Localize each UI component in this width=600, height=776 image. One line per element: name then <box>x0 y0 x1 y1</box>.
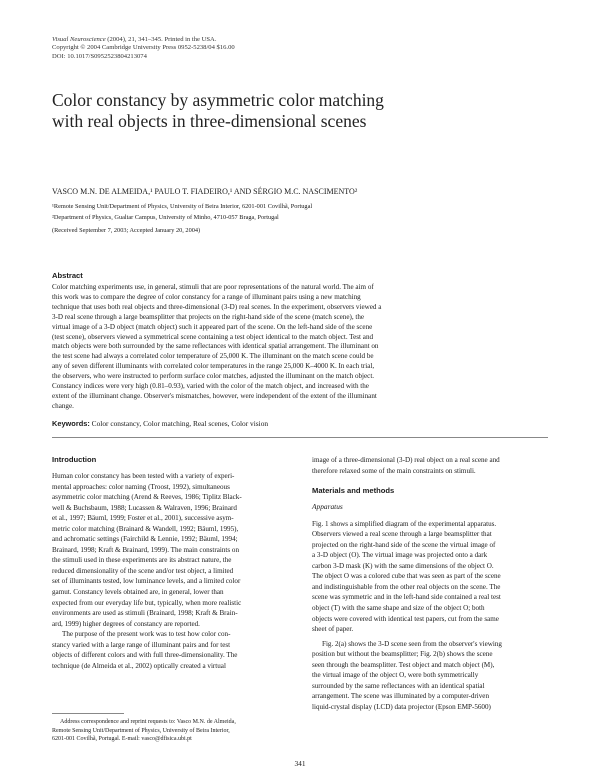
author-list: VASCO M.N. DE ALMEIDA,¹ PAULO T. FIADEIRO,¹ AND SÉRGIO M.C. NASCIMENTO² <box>52 187 358 196</box>
journal-doi: DOI: 10.1017/S0952523804213074 <box>52 52 147 60</box>
keywords-label: Keywords: <box>52 419 90 428</box>
received-dates: (Received September 7, 2003; Accepted January 20, 2004) <box>52 227 201 234</box>
methods-heading: Materials and methods <box>312 486 395 496</box>
affiliation-2: ²Department of Physics, Gualtar Campus, University of Minho, 4710-057 Braga, Portugal <box>52 213 279 221</box>
page-number: 341 <box>294 759 306 768</box>
apparatus-heading: Apparatus <box>312 502 343 512</box>
keywords <box>52 419 268 428</box>
journal-header <box>52 36 235 61</box>
affiliations <box>52 202 312 223</box>
footnote-divider <box>52 713 124 714</box>
abstract-heading: Abstract <box>52 271 83 280</box>
journal-citation: Visual Neuroscience (2004), 21, 341–345. Printed in the USA. <box>52 36 217 43</box>
intro-heading: Introduction <box>52 455 97 464</box>
correspondence-footnote: Address correspondence and reprint requests to: Vasco M.N. de Almeida, Remote Sensing Unit/Department of Physics, University of Beira Interior, 6201-001 Covilhã, Portugal. E-mail: vasco@dfisica.ubi.pt <box>52 719 236 743</box>
section-divider <box>52 437 548 438</box>
abstract-body: Color matching experiments use, in general, stimuli that are poor representations of the natural world. The aim of this work was to compare the degree of color constancy for a range of illuminant pairs using a new matching technique that uses both real objects and three-dimensional (3-D) real scenes. In the experiment, observers viewed a 3-D real scene through a large beamsplitter that projects on the right-hand side of the scene (match scene), the virtual image of a 3-D object (match object) such it appeared part of the scene. On the left-hand side of the scene (test scene), observers viewed a symmetrical scene containing a test object identical to the match object. Test and match objects were both surrounded by the same reflectances with identical spatial arrangement. The illuminant on the test scene had always a correlated color temperature of 25,000 K. The illuminant on the match scene could be any of seven different illuminants with correlated color temperatures in the range 25,000 K–4000 K. In each trial, the observers, who were instructed to perform surface color matches, adjusted the illuminant on the match object. Constancy indices were very high (0.81–0.93), varied with the color of the match object, and increased with the extent of the illuminant change. Observer's mismatches, however, were independent of the extent of the illuminant change. <box>52 283 382 410</box>
journal-copyright: Copyright © 2004 Cambridge University Press 0952-5238/04 $16.00 <box>52 44 235 52</box>
right-column: image of a three-dimensional (3-D) real object on a real scene and therefore relaxed some of the main constraints on stimuli. Materials and methods Apparatus Fig. 1 shows a simplified diagram of the experimental apparatus. Observers viewed a real scene through a large beamsplitter that projected on the right-hand side of the scene the virtual image of a 3-D object (O). The virtual image was projected onto a dark carbon 3-D mask (K) with the same dimensions of the object O. The object O was a colored cube that was seen as part of the scene and indistinguishable from the other real objects on the scene. The scene was symmetric and in the left-hand side contained a real test object (T) with the same shape and size of the object O; both objects were covered with identical test papers, cut from the same sheet of paper. Fig. 2(a) shows the 3-D scene seen from the observer's viewing position but without the beamsplitter; Fig. 2(b) shows the scene seen through the beamsplitter. Test object and match object (M), the virtual image of the object O, were both symmetrically surrounded by the same reflectances with an identical spatial arrangement. The scene was illuminated by a computer-driven liquid-crystal display (LCD) data projector (Epson EMP-5600) <box>312 455 548 712</box>
affiliation-1: ¹Remote Sensing Unit/Department of Physics, University of Beira Interior, 6201-001 Covilhã, Portugal <box>52 203 313 210</box>
left-column: Introduction Human color constancy has been tested with a variety of experi- mental approaches: color naming (Troost, 1992), simultaneous asymmetric color matching (Arend & Reeves, 1986; Tiplitz Black- well & Buchsbaum, 1988; Lucassen & Walraven, 1996; Brainard et al., 1997; Bäuml, 1999; Foster et al., 2001), successive asym- metric color matching (Brainard & Wandell, 1992; Bäuml, 1995), and achromatic settings (Fairchild & Lennie, 1992; Bäuml, 1994; Brainard, 1998; Kraft & Brainard, 1999). The main constraints on the stimuli used in these experiments are its abstract nature, the reduced dimensionality of the scene and/or test object, a limited set of illuminants tested, low luminance levels, and a limited color gamut. Constancy levels obtained are, in general, lower than expected from our everyday life but, typically, when more realistic environments are used as stimuli (Brainard, 1998; Kraft & Brain- ard, 1999) higher degrees of constancy are reported. The purpose of the present work was to test how color con- stancy varied with a large range of illuminant pairs and for test objects of different colors and with full three-dimensionality. The technique (de Almeida et al., 2002) optically created a virtual <box>52 455 288 671</box>
keywords-text: Color constancy, Color matching, Real scenes, Color vision <box>89 419 269 428</box>
paper-title: Color constancy by asymmetric color matching with real objects in three-dimensional scenes <box>52 90 384 131</box>
